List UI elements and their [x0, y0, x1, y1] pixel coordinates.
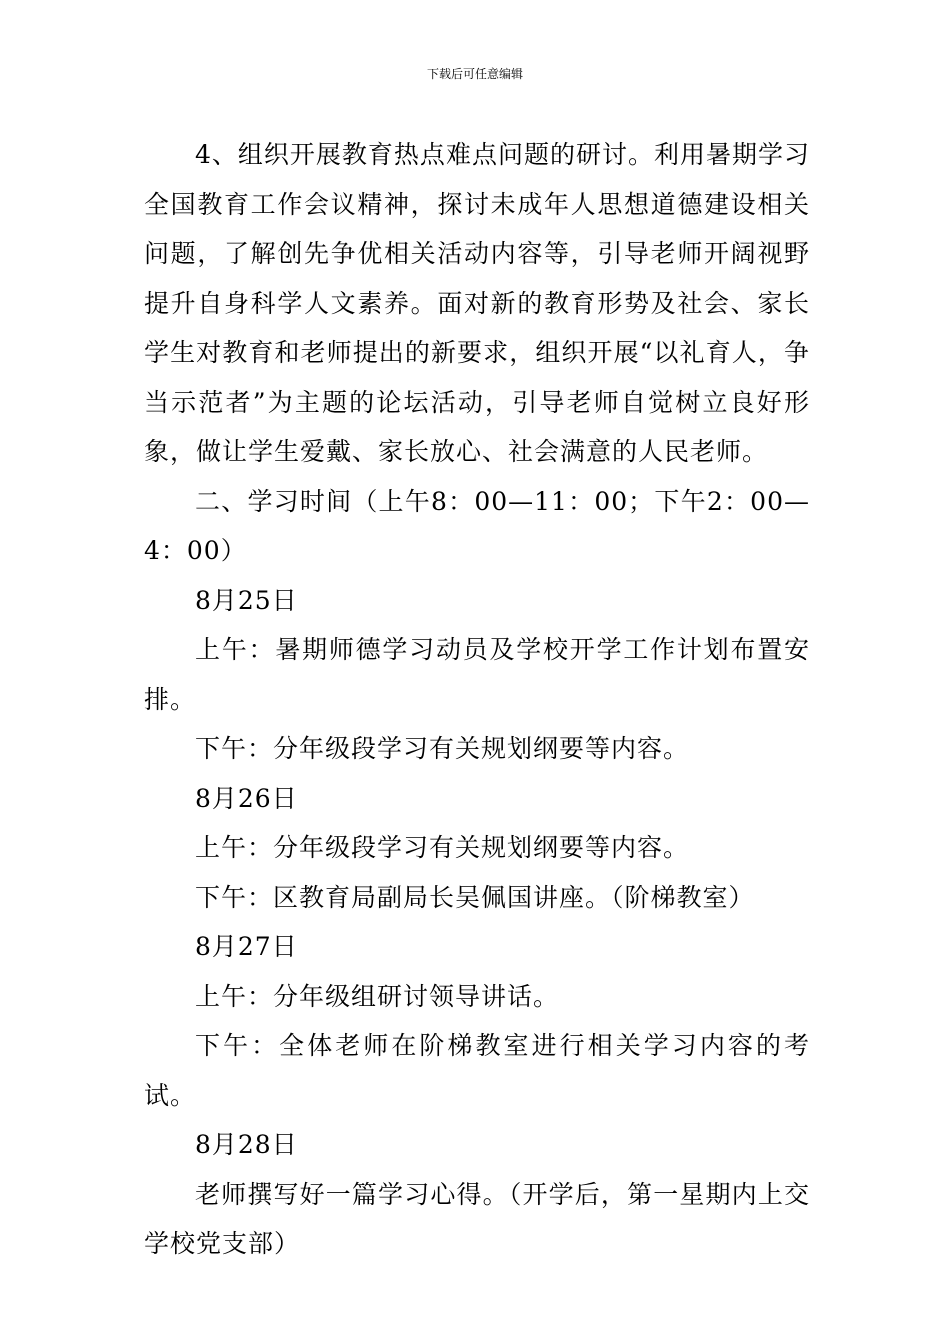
schedule-aug-26-morning: 上午：分年级段学习有关规划纲要等内容。 [195, 833, 690, 862]
schedule-aug-27-morning: 上午：分年级组研讨领导讲话。 [195, 981, 560, 1011]
date-aug-28: 8月28日 [195, 1130, 298, 1159]
schedule-aug-27-afternoon: 下午：全体老师在阶梯教室进行相关学习内容的考试。 [144, 1031, 810, 1110]
schedule-aug-25-morning: 上午：暑期师德学习动员及学校开学工作计划布置安排。 [144, 635, 810, 714]
schedule-aug-28-task: 老师撰写好一篇学习心得。（开学后，第一星期内上交学校党支部） [144, 1179, 810, 1258]
paragraph-research-topics: 4、组织开展教育热点难点问题的研讨。利用暑期学习全国教育工作会议精神，探讨未成年人思想道德建设相关问题，了解创先争优相关活动内容等，引导老师开阔视野提升自身科学人文素养。面对新的教育形势及社会、家长学生对教育和老师提出的新要求，组织开展“以礼育人，争当示范者”为主题的论坛活动，引导老师自觉树立良好形象，做让学生爱戴、家长放心、社会满意的人民老师。 [144, 140, 810, 466]
schedule-aug-25-afternoon: 下午：分年级段学习有关规划纲要等内容。 [195, 734, 690, 763]
header-note: 下载后可任意编辑 [426, 67, 523, 81]
schedule-aug-26-afternoon: 下午：区教育局副局长吴佩国讲座。（阶梯教室） [195, 882, 755, 912]
section-heading-study-time: 二、学习时间（上午8：00—11：00；下午2：00—4：00） [144, 486, 810, 565]
date-aug-26: 8月26日 [195, 783, 298, 813]
date-aug-27: 8月27日 [195, 932, 298, 961]
date-aug-25: 8月25日 [195, 585, 298, 615]
document-body [144, 130, 810, 1269]
